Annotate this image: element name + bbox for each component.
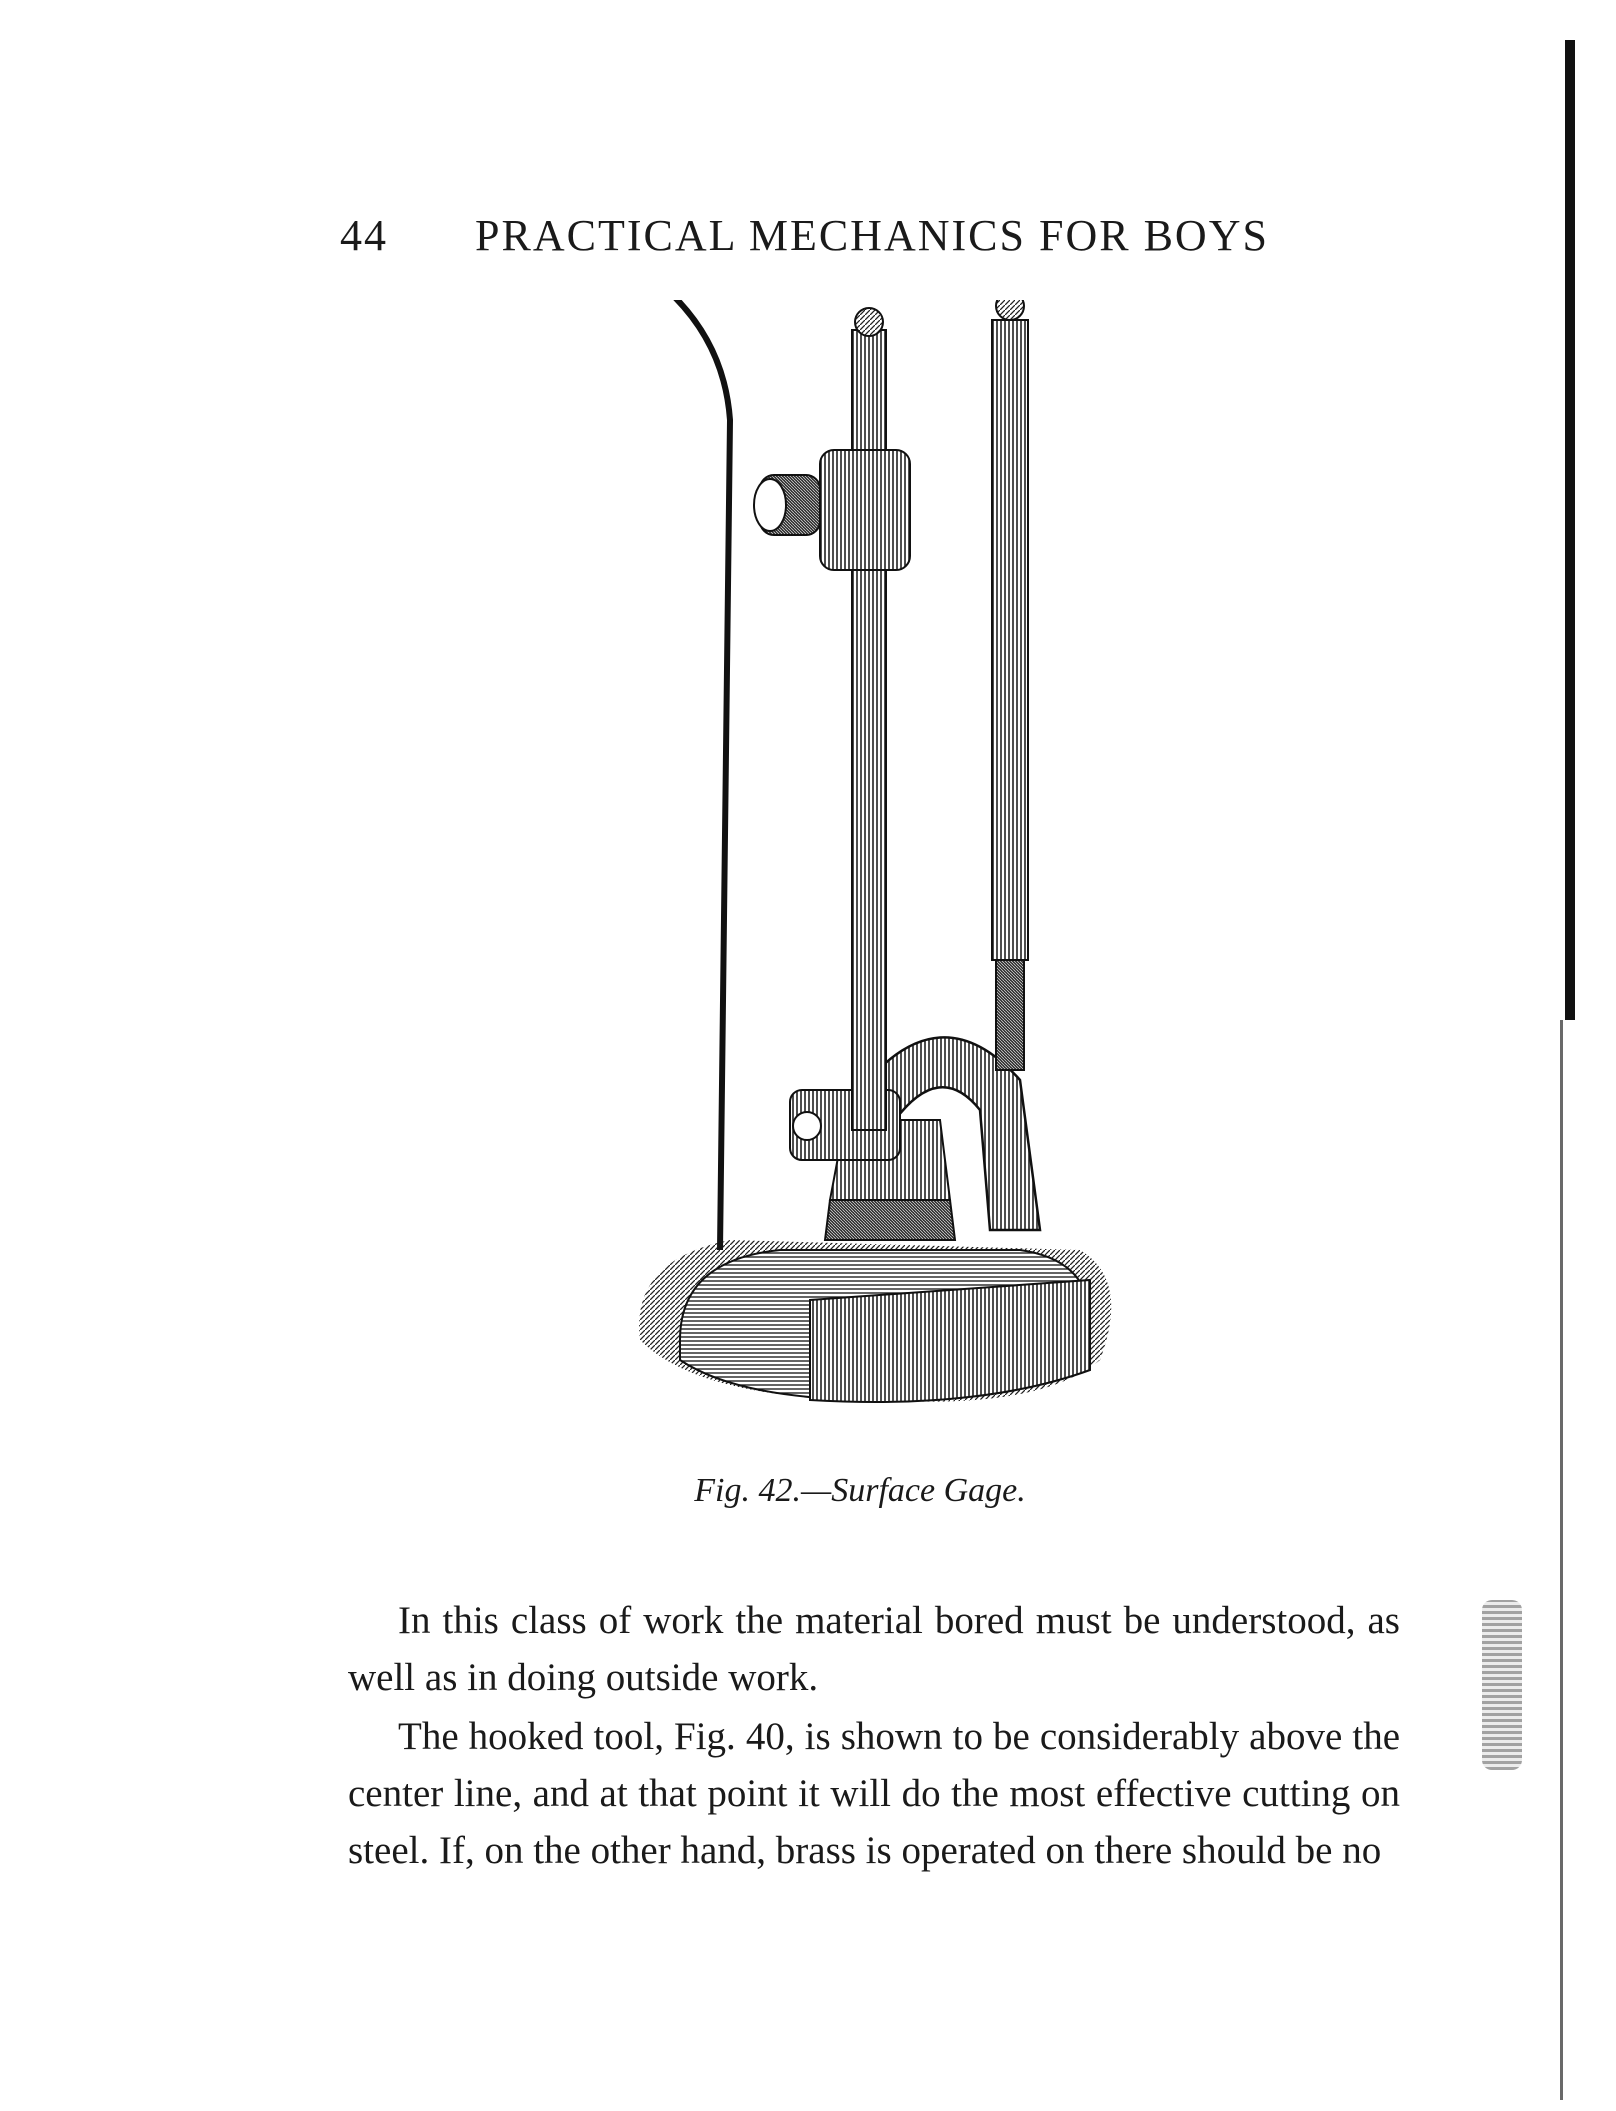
lower-clamp-screw [793, 1112, 821, 1140]
spindle-top-ball [996, 300, 1024, 320]
base-front [810, 1280, 1090, 1402]
paragraph: The hooked tool, Fig. 40, is shown to be considerably above the center line, and at that point it will do the most effective cutting on steel. If, on the other hand, brass is operated on there should be no [348, 1715, 1400, 1872]
figure-caption: Fig. 42.—Surface Gage. [694, 1472, 1026, 1509]
scriber-needle [620, 300, 730, 1250]
scan-smudge [1482, 1600, 1522, 1770]
running-head-title: PRACTICAL MECHANICS FOR BOYS [475, 211, 1269, 260]
spindle-body [992, 320, 1028, 960]
clamp-knob-face [754, 479, 786, 531]
spindle-screw [996, 960, 1024, 1070]
upper-clamp [820, 450, 910, 570]
body-text [348, 1592, 1400, 1879]
paragraph: In this class of work the material bored must be understood, as well as in doing outside work. [348, 1599, 1400, 1699]
surface-gage-illustration [620, 300, 1140, 1480]
page-edge-line [1560, 1020, 1563, 2100]
knurled-ring [825, 1200, 955, 1240]
running-header [340, 210, 1420, 270]
page-number: 44 [340, 211, 388, 260]
page-edge-shadow [1565, 40, 1575, 1020]
rod-top-ball [855, 308, 883, 336]
